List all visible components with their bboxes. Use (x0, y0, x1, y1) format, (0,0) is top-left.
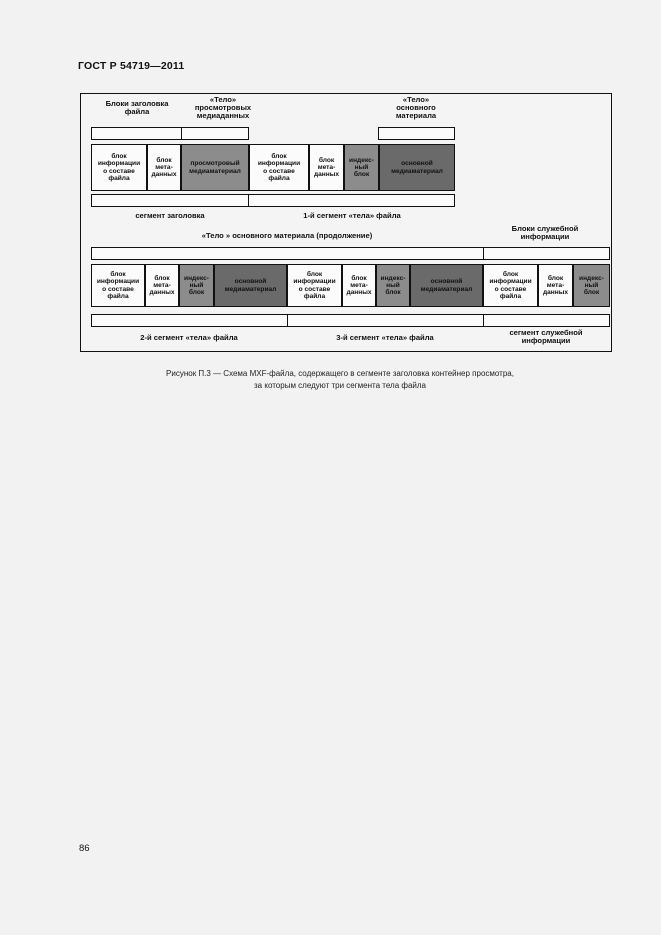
label-service-segment: сегмент служебной информации (509, 328, 583, 345)
block-metadata: блок мета- данных (342, 264, 376, 307)
segment-divider (483, 247, 484, 260)
block-metadata: блок мета- данных (145, 264, 179, 307)
bracket-preview-body (181, 127, 249, 140)
label-header-blocks: Блоки заголовка файла (105, 99, 169, 116)
block-index: индекс- ный блок (179, 264, 214, 307)
block-file-info: блок информации о составе файла (91, 264, 145, 307)
page-number: 86 (79, 843, 90, 854)
label-main-body-continued: «Тело » основного материала (продолжение) (201, 231, 373, 240)
figure-caption-line1: Рисунок П.3 — Схема MXF-файла, содержащего в сегменте заголовка контейнер просмотра, (166, 369, 514, 378)
block-index: индекс- ный блок (573, 264, 610, 307)
segment-divider (483, 314, 484, 327)
mxf-diagram (80, 93, 612, 352)
segment-bar-row2-top (91, 247, 610, 260)
block-file-info: блок информации о составе файла (249, 144, 309, 191)
label-body-segment-3: 3-й сегмент «тела» файла (336, 333, 434, 342)
bracket-header-blocks (91, 127, 182, 140)
segment-divider (248, 194, 249, 207)
segment-divider (287, 314, 288, 327)
block-metadata: блок мета- данных (538, 264, 573, 307)
label-preview-body: «Тело» просмотровых медиаданных (194, 95, 252, 120)
figure-caption-line2: за которым следуют три сегмента тела файла (254, 381, 426, 390)
block-main-media: основной медиаматериал (214, 264, 287, 307)
label-header-segment: сегмент заголовка (135, 211, 205, 220)
block-file-info: блок информации о составе файла (287, 264, 342, 307)
label-service-blocks: Блоки служебной информации (511, 224, 579, 241)
label-main-body: «Тело» основного материала (395, 95, 437, 120)
block-preview-media: просмотровый медиаматериал (181, 144, 249, 191)
block-index: индекс- ный блок (376, 264, 410, 307)
block-file-info: блок информации о составе файла (91, 144, 147, 191)
block-metadata: блок мета- данных (147, 144, 181, 191)
block-main-media: основной медиаматериал (410, 264, 483, 307)
label-body-segment-1: 1-й сегмент «тела» файла (303, 211, 401, 220)
label-body-segment-2: 2-й сегмент «тела» файла (140, 333, 238, 342)
segment-bar-row2-bottom (91, 314, 610, 327)
segment-bar-row1 (91, 194, 455, 207)
block-file-info: блок информации о составе файла (483, 264, 538, 307)
block-index: индекс- ный блок (344, 144, 379, 191)
bracket-main-body (378, 127, 455, 140)
block-metadata: блок мета- данных (309, 144, 344, 191)
document-header: ГОСТ Р 54719—2011 (78, 60, 185, 72)
block-main-media: основной медиаматериал (379, 144, 455, 191)
